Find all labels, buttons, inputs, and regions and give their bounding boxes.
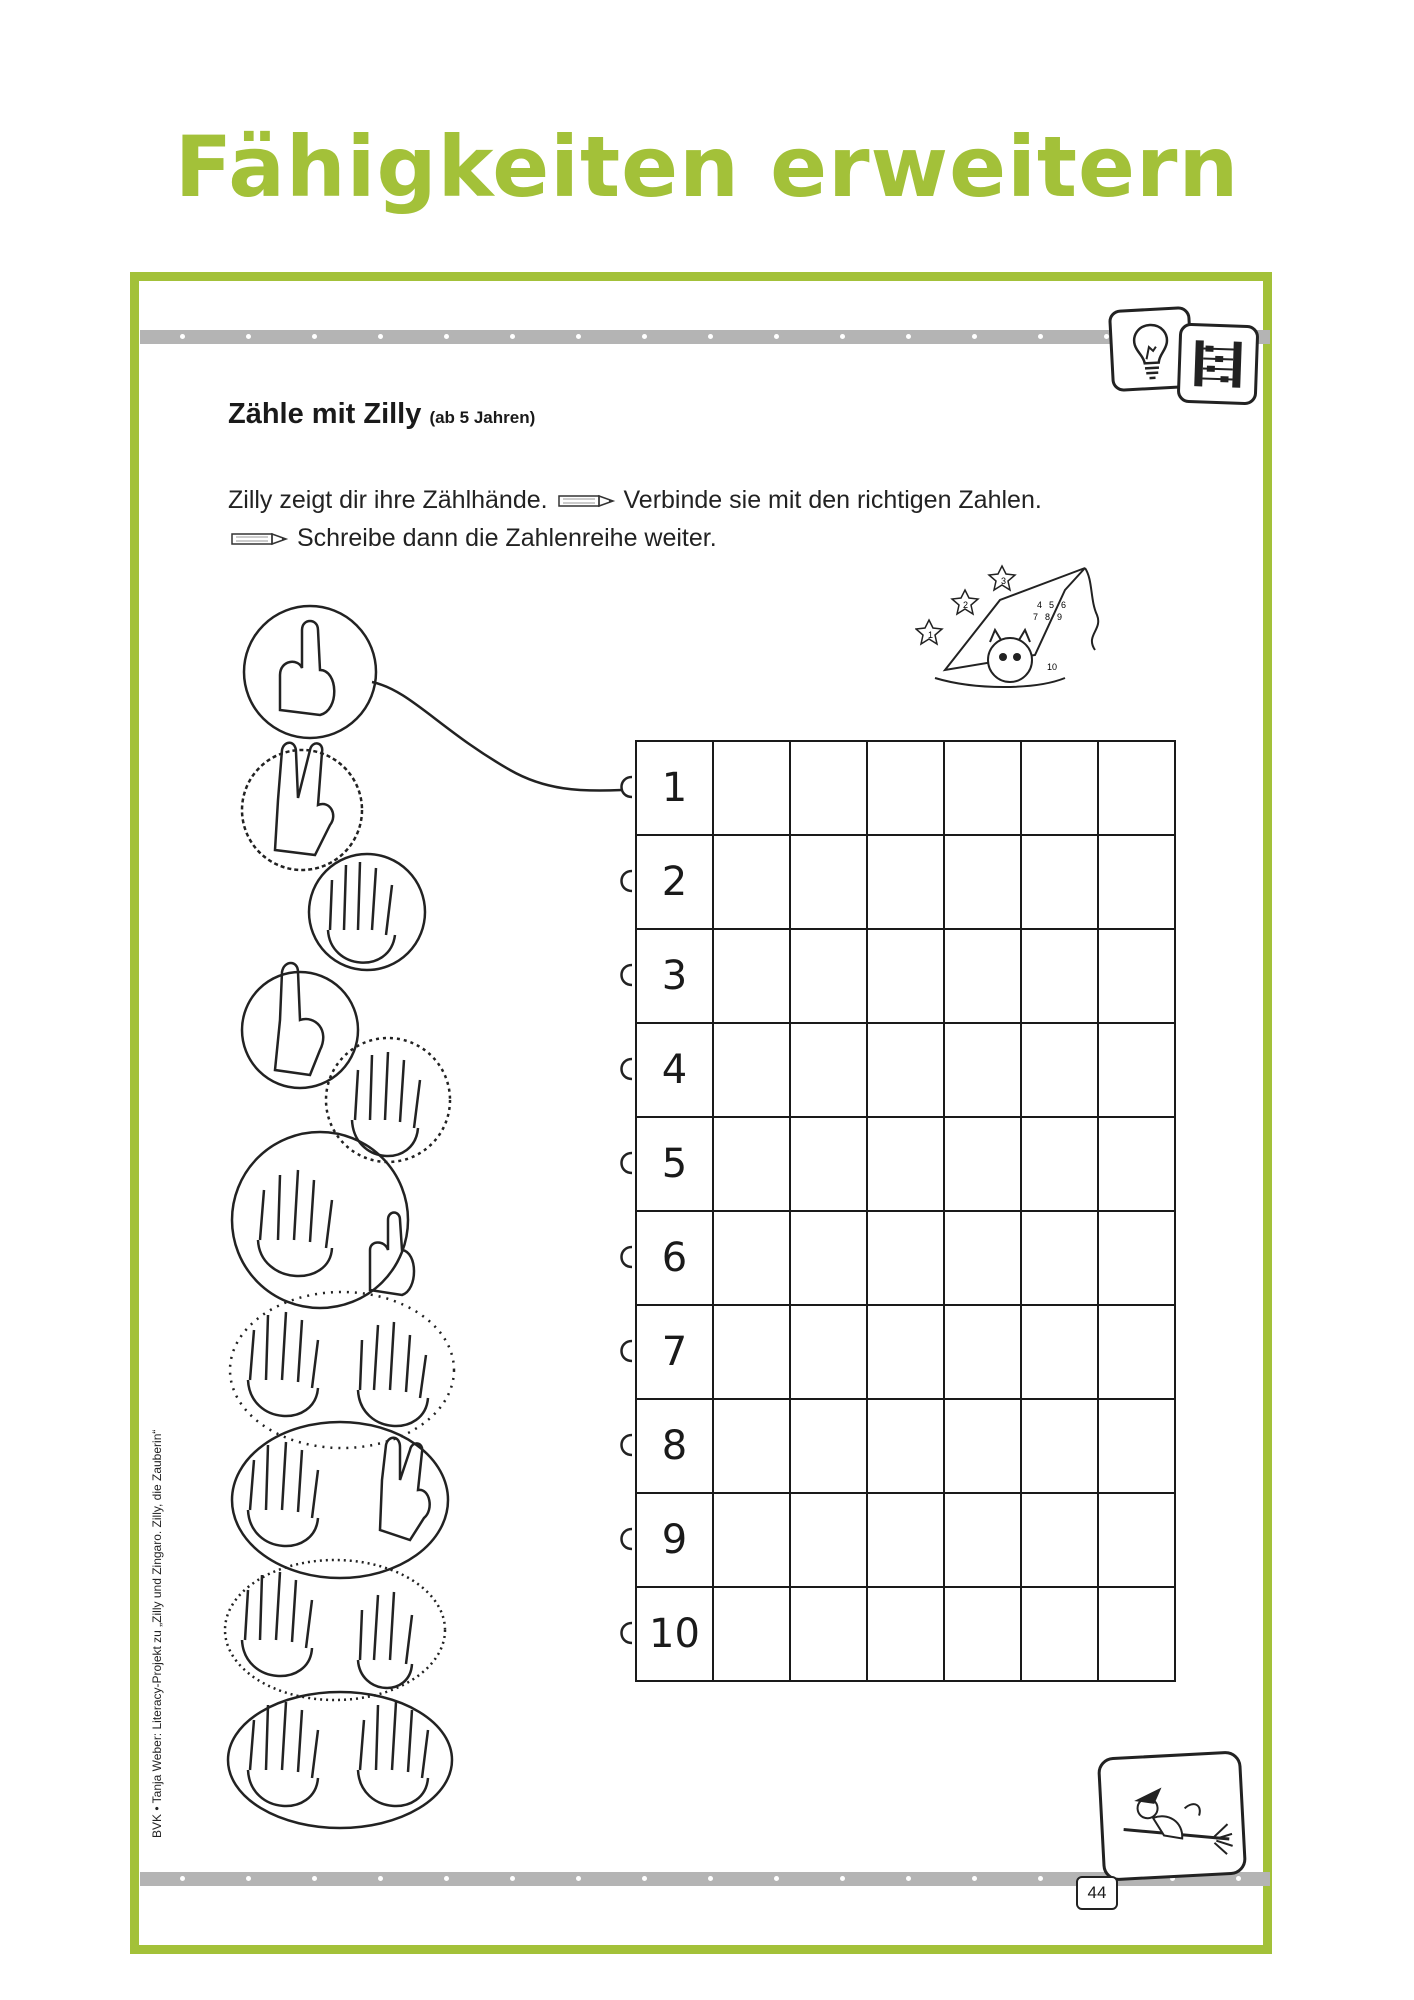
writing-cell[interactable]	[944, 1023, 1021, 1117]
stripe-dot	[708, 1876, 713, 1881]
stripe-dot	[1236, 1876, 1241, 1881]
writing-cell[interactable]	[944, 1211, 1021, 1305]
stripe-dot	[246, 1876, 251, 1881]
grid-row	[636, 1399, 1175, 1493]
row-number: 5	[636, 1117, 713, 1211]
writing-cell[interactable]	[713, 1493, 790, 1587]
instruction-line-2	[228, 524, 717, 553]
stripe-dot	[840, 1876, 845, 1881]
cat-in-hat-icon	[915, 560, 1115, 700]
stripe-dot	[972, 1876, 977, 1881]
hand-circle-1	[244, 606, 376, 738]
hat-number: 3	[1001, 576, 1007, 586]
hand-circle-7	[230, 1292, 454, 1448]
writing-cell[interactable]	[713, 1587, 790, 1681]
grid-row	[636, 1211, 1175, 1305]
hand-circle-10	[228, 1692, 452, 1828]
age-note: (ab 5 Jahren)	[429, 408, 536, 427]
hand-circle-8	[232, 1422, 448, 1578]
hat-number: 5	[1049, 600, 1055, 610]
writing-cell[interactable]	[790, 1587, 867, 1681]
connection-point[interactable]	[614, 1339, 634, 1363]
grid-row	[636, 1117, 1175, 1211]
writing-cell[interactable]	[1098, 1117, 1175, 1211]
writing-cell[interactable]	[1098, 1493, 1175, 1587]
writing-cell[interactable]	[1021, 1117, 1098, 1211]
stripe-dot	[906, 334, 911, 339]
writing-cell[interactable]	[1021, 835, 1098, 929]
hand-circle-4	[242, 972, 358, 1088]
writing-cell[interactable]	[713, 741, 790, 835]
connection-point[interactable]	[614, 1151, 634, 1175]
writing-cell[interactable]	[790, 835, 867, 929]
row-number: 3	[636, 929, 713, 1023]
hat-number: 7	[1033, 612, 1039, 622]
stripe-dot	[840, 334, 845, 339]
writing-cell[interactable]	[790, 1305, 867, 1399]
writing-cell[interactable]	[1098, 1305, 1175, 1399]
writing-cell[interactable]	[1098, 929, 1175, 1023]
stripe-dot	[1038, 1876, 1043, 1881]
instruction-line-1	[228, 486, 1042, 515]
writing-cell[interactable]	[944, 1399, 1021, 1493]
hat-number: 2	[963, 600, 969, 610]
page-title: Fähigkeiten erweitern	[174, 118, 1240, 216]
writing-cell[interactable]	[713, 1211, 790, 1305]
hat-number: 10	[1047, 662, 1058, 672]
stripe-dot	[180, 334, 185, 339]
example-connection-line	[370, 670, 630, 800]
stripe-dot	[774, 1876, 779, 1881]
grid-row	[636, 741, 1175, 835]
connection-point[interactable]	[614, 1057, 634, 1081]
witch-on-broom-icon	[1097, 1750, 1247, 1881]
writing-cell[interactable]	[867, 1305, 944, 1399]
writing-cell[interactable]	[713, 1399, 790, 1493]
writing-cell[interactable]	[790, 929, 867, 1023]
writing-cell[interactable]	[1098, 1023, 1175, 1117]
writing-cell[interactable]	[1098, 741, 1175, 835]
hand-circle-3	[309, 854, 425, 970]
connection-point[interactable]	[614, 1527, 634, 1551]
writing-cell[interactable]	[867, 835, 944, 929]
pencil-icon	[555, 492, 617, 510]
stripe-dot	[642, 334, 647, 339]
connection-point[interactable]	[614, 1433, 634, 1457]
writing-cell[interactable]	[1021, 1493, 1098, 1587]
writing-cell[interactable]	[1021, 929, 1098, 1023]
writing-cell[interactable]	[944, 1117, 1021, 1211]
writing-cell[interactable]	[1098, 1587, 1175, 1681]
writing-cell[interactable]	[867, 1493, 944, 1587]
connection-point[interactable]	[614, 1245, 634, 1269]
hat-number: 9	[1057, 612, 1063, 622]
writing-cell[interactable]	[944, 929, 1021, 1023]
connection-point[interactable]	[614, 869, 634, 893]
writing-cell[interactable]	[944, 835, 1021, 929]
stripe-dot	[312, 334, 317, 339]
writing-cell[interactable]	[790, 741, 867, 835]
writing-cell[interactable]	[713, 835, 790, 929]
instruction-part-2: Verbinde sie mit den richtigen Zahlen.	[623, 486, 1042, 514]
writing-cell[interactable]	[1021, 741, 1098, 835]
side-credit: BVK • Tanja Weber: Literacy-Projekt zu „Zilly und Zingaro. Zilly, die Zauberin“	[150, 1429, 164, 1838]
stripe-dot	[708, 334, 713, 339]
row-number: 7	[636, 1305, 713, 1399]
stripe-dot	[642, 1876, 647, 1881]
stripe-dot	[576, 1876, 581, 1881]
row-number: 8	[636, 1399, 713, 1493]
writing-cell[interactable]	[944, 741, 1021, 835]
number-writing-grid	[635, 740, 1176, 1682]
instruction-part-1: Zilly zeigt dir ihre Zählhände.	[228, 486, 548, 514]
row-number: 2	[636, 835, 713, 929]
writing-cell[interactable]	[867, 741, 944, 835]
writing-cell[interactable]	[867, 1587, 944, 1681]
grid-row	[636, 929, 1175, 1023]
stripe-dot	[246, 334, 251, 339]
hand-circle-9	[225, 1560, 445, 1700]
grid-row	[636, 1305, 1175, 1399]
hand-circle-6	[232, 1132, 408, 1308]
instruction-part-3: Schreibe dann die Zahlenreihe weiter.	[296, 524, 717, 552]
stripe-dot	[180, 1876, 185, 1881]
connection-point[interactable]	[614, 775, 634, 799]
writing-cell[interactable]	[1021, 1211, 1098, 1305]
pencil-icon	[228, 530, 290, 548]
writing-cell[interactable]	[1021, 1399, 1098, 1493]
writing-cell[interactable]	[944, 1587, 1021, 1681]
stripe-dot	[576, 334, 581, 339]
row-number: 9	[636, 1493, 713, 1587]
writing-cell[interactable]	[713, 1305, 790, 1399]
hat-number: 8	[1045, 612, 1051, 622]
writing-cell[interactable]	[713, 929, 790, 1023]
worksheet-title	[228, 398, 535, 431]
stripe-dot	[1038, 334, 1043, 339]
grid-row	[636, 1023, 1175, 1117]
writing-cell[interactable]	[944, 1493, 1021, 1587]
row-number: 1	[636, 741, 713, 835]
row-number: 10	[636, 1587, 713, 1681]
writing-cell[interactable]	[944, 1305, 1021, 1399]
writing-cell[interactable]	[867, 929, 944, 1023]
hat-number: 6	[1061, 600, 1067, 610]
connection-point[interactable]	[614, 963, 634, 987]
writing-cell[interactable]	[790, 1023, 867, 1117]
writing-cell[interactable]	[867, 1023, 944, 1117]
row-number: 4	[636, 1023, 713, 1117]
stripe-dot	[906, 1876, 911, 1881]
writing-cell[interactable]	[790, 1117, 867, 1211]
writing-cell[interactable]	[1021, 1305, 1098, 1399]
top-dotted-stripe	[140, 330, 1270, 344]
writing-cell[interactable]	[1021, 1023, 1098, 1117]
stripe-dot	[378, 1876, 383, 1881]
writing-cell[interactable]	[713, 1117, 790, 1211]
stripe-dot	[972, 334, 977, 339]
stripe-dot	[378, 334, 383, 339]
writing-cell[interactable]	[790, 1399, 867, 1493]
writing-cell[interactable]	[867, 1399, 944, 1493]
row-number: 6	[636, 1211, 713, 1305]
grid-row	[636, 1587, 1175, 1681]
hand-circle-2	[242, 750, 362, 870]
stripe-dot	[774, 334, 779, 339]
writing-cell[interactable]	[790, 1211, 867, 1305]
stripe-dot	[510, 334, 515, 339]
connection-point[interactable]	[614, 1621, 634, 1645]
grid-row	[636, 835, 1175, 929]
writing-cell[interactable]	[713, 1023, 790, 1117]
abacus-icon	[1177, 323, 1260, 406]
page-number: 44	[1076, 1876, 1118, 1910]
writing-cell[interactable]	[1098, 1399, 1175, 1493]
hat-number: 4	[1037, 600, 1043, 610]
stripe-dot	[312, 1876, 317, 1881]
writing-cell[interactable]	[1021, 1587, 1098, 1681]
writing-cell[interactable]	[867, 1211, 944, 1305]
stripe-dot	[444, 1876, 449, 1881]
writing-cell[interactable]	[867, 1117, 944, 1211]
hat-number: 1	[928, 630, 934, 640]
grid-row	[636, 1493, 1175, 1587]
writing-cell[interactable]	[1098, 835, 1175, 929]
writing-cell[interactable]	[790, 1493, 867, 1587]
stripe-dot	[444, 334, 449, 339]
stripe-dot	[510, 1876, 515, 1881]
worksheet-title-text: Zähle mit Zilly	[228, 398, 422, 430]
writing-cell[interactable]	[1098, 1211, 1175, 1305]
